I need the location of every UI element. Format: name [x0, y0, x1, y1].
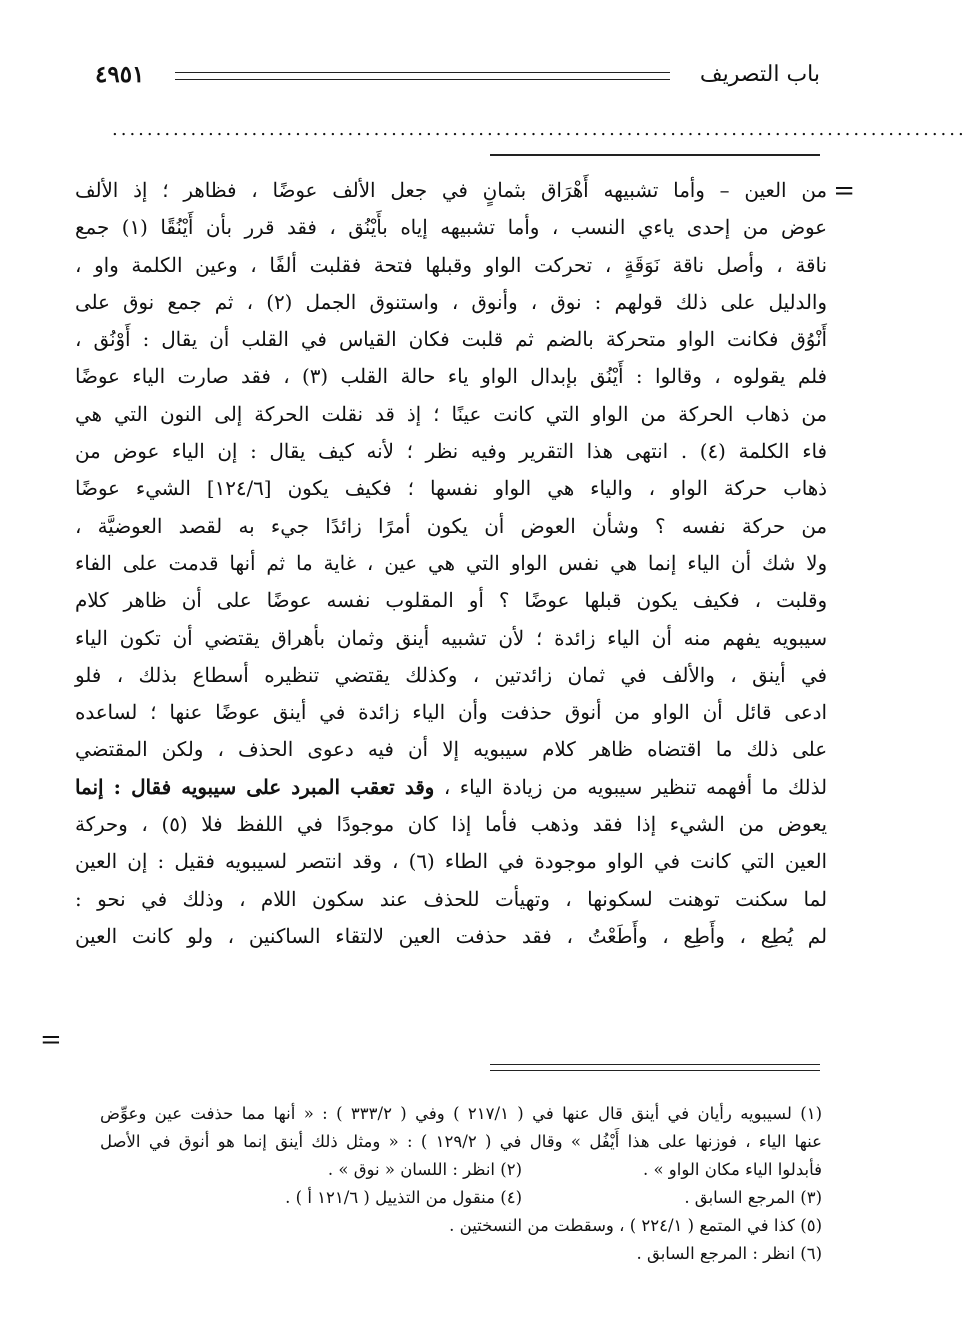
footnote-1-line: فأبدلوا الياء مكان الواو » .	[642, 1160, 822, 1179]
text-line: يعوض من الشيء إذا فقد وذهب فأما إذا كان موجودًا في اللفظ فلا (٥) ، وحركة	[75, 813, 827, 837]
text-line: أَنْوُق فكانت الواو متحركة بالضم ثم قلبت فكان القياس في القلب أن يقال : أَوْنُق ،	[75, 328, 827, 352]
footnote-2: (٢) انظر : اللسان « نوق » .	[327, 1160, 522, 1179]
dotted-separator: ..................................................................................................	[112, 119, 967, 140]
text-line: من العين – وأما تشبيهه أَهْرَاق بثمانٍ في جعل الألف عوضًا ، فظاهر ؛ إذ الألف	[75, 179, 827, 202]
page-number: ٤٩٥١	[95, 61, 145, 88]
footnote-row	[100, 1184, 822, 1212]
footnote-1-line: عنها الياء ، فوزنها على هذا أَيْفُل » وقال في ( ١٢٩/٢ ) : « ومثل ذلك أينق إنما هو أنوق في الأصل	[100, 1132, 823, 1151]
text-line: لما سكنت توهنت لسكونها ، وتهيأت للحذف عند سكون اللام ، وذلك في نحو :	[75, 887, 827, 911]
bold-phrase: وقد تعقب المبرد على سيبويه فقال : إنما	[75, 774, 435, 799]
text-line: والدليل على ذلك قولهم : نوق ، وأنوق ، واستنوق الجمل (٢) ، ثم جمع نوق على	[75, 290, 827, 314]
text-line: وقلبت ، فكيف يكون قبلها عوضًا ؟ أو المقلوب نفسه عوضًا على أن ظاهر كلام	[75, 589, 827, 613]
text-line: ادعى قائل أن الواو من أنوق حذفت وأن الياء زائدة في أينق عوضًا عنها ؛ لساعده	[75, 701, 827, 725]
text-line	[75, 769, 827, 806]
running-header	[95, 58, 820, 92]
text-line: فلم يقولوه ، وقالوا : أَيْنُق بإبدال الواو ياء حالة القلب (٣) ، فقد صارت الياء عوضًا	[75, 365, 827, 389]
text-line: فاء الكلمة (٤) . انتهى هذا التقرير وفيه نظر ؛ لأنه كيف يقال : إن الياء عوض من	[75, 440, 827, 464]
top-rule	[490, 154, 820, 156]
text-line: من حركة نفسه ؟ وشأن العوض أن يكون أمرًا زائدًا جيء به لقصد العوضيَّة ،	[75, 514, 827, 538]
text-line: من ذهاب الحركة من الواو التي كانت عينًا ؛ إذ قد نقلت الحركة إلى النون التي هي	[75, 402, 827, 426]
main-text	[75, 172, 827, 955]
text-line: العين التي كانت في الواو موجودة في الطاء (٦) ، وقد انتصر لسيبويه فقيل : إن العين	[75, 850, 827, 874]
footnote-row	[100, 1156, 822, 1184]
text-line: سيبويه يفهم منه أن الياء زائدة ؛ لأن تشبيه أينق وثمان بأهراق يقتضي أن تكون الياء	[75, 626, 827, 650]
continuation-mark-bottom: =	[40, 1025, 62, 1055]
text-segment: لذلك ما أفهمه تنظير سيبويه من زيادة الياء ،	[443, 775, 827, 799]
chapter-title: باب التصريف	[699, 62, 820, 87]
text-line: عوض من إحدى ياءي النسب ، وأما تشبيهه إياه بأَيْنُق ، فقد قرر بأن أَيْنُقًا (١) جمع	[75, 216, 827, 240]
footnote-1-line: (١) لسيبويه رأيان في أينق قال عنها في ( ٢١٧/١ ) وفي ( ٣٣٣/٢ ) : « أنها مما حذفت عين وعوِّض	[100, 1104, 822, 1123]
footnote-6: (٦) انظر : المرجع السابق .	[636, 1244, 822, 1263]
footnote-rule	[490, 1064, 820, 1071]
text-line: ناقة ، وأصل ناقة نَوَقَةٍ ، تحركت الواو وقبلها فتحة فقلبت ألفًا ، وعين الكلمة واو ،	[75, 253, 827, 277]
continuation-mark-top: =	[833, 176, 855, 206]
footnote-4: (٤) منقول من التذييل ( ١٢١/٦ أ ) .	[285, 1188, 522, 1207]
text-line: ولا شك أن الياء إنما هي نفس الواو التي هي عين ، غاية ما ثم أنها قدمت على الفاء	[75, 551, 827, 575]
header-double-rule	[175, 72, 670, 80]
footnote-5: (٥) كذا في المتمع ( ٢٢٤/١ ) ، وسقطت من النسختين .	[449, 1216, 822, 1235]
footnotes	[100, 1100, 822, 1268]
text-line: على ذلك ما اقتضاه ظاهر كلام سيبويه إلا أن فيه دعوى الحذف ، ولكن المقتضي	[75, 738, 827, 762]
text-line: لم يُطِع ، وأَطِع ، وأَطَعْتُ ، فقد حذفت العين لالتقاء الساكنين ، ولو كانت العين	[75, 924, 827, 948]
text-line: ذهاب حركة الواو ، والياء هي الواو نفسها ؛ فكيف يكون [١٢٤/٦] الشيء عوضًا	[75, 477, 827, 501]
footnote-3: (٣) المرجع السابق .	[684, 1188, 822, 1207]
text-line: في أينق ، والألف في ثمان زائدتين ، وكذلك يقتضي تنظيره أسطاع بذلك ، فلو	[75, 663, 827, 687]
